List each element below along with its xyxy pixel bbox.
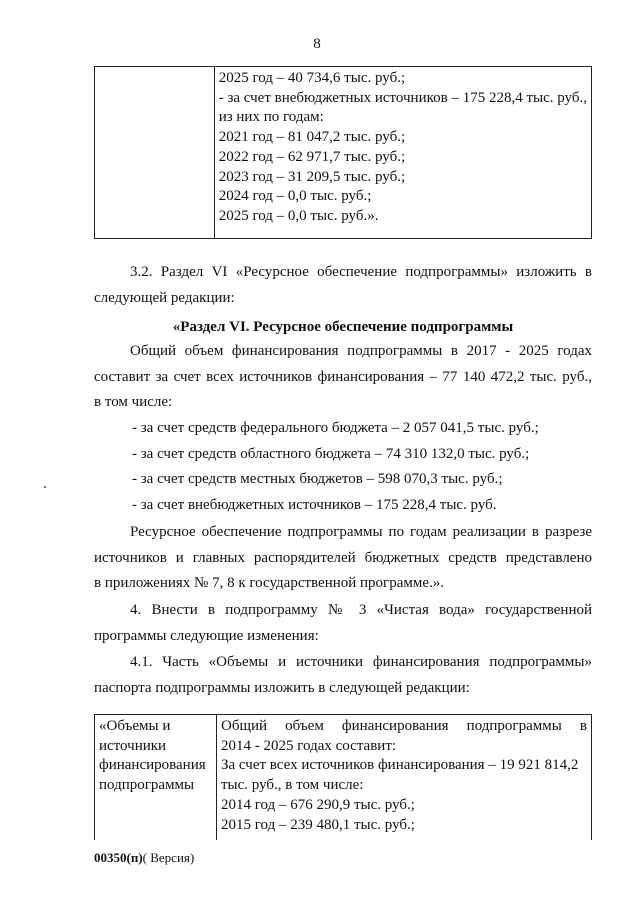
table-line: Общий объем финансирования подпрограммы в <box>221 718 587 734</box>
paragraph-4-1 <box>94 650 592 701</box>
table-line: 2025 год – 0,0 тыс. руб.». <box>218 207 379 224</box>
paragraph-line: 4.1. Часть «Объемы и источники финансирования подпрограммы» <box>130 654 592 670</box>
passport-financing-table <box>94 714 592 840</box>
document-footer <box>94 850 194 866</box>
table-line: 2021 год – 81 047,2 тыс. руб.; <box>218 129 406 146</box>
table-label-line: источники <box>99 737 167 754</box>
list-item: - за счет средств областного бюджета – 74 310 132,0 тыс. руб.; <box>132 445 530 462</box>
table-line: 2014 - 2025 годах составит: <box>221 737 397 754</box>
table-label-line: «Объемы и <box>99 718 171 734</box>
list-item: - за счет средств местных бюджетов – 598 070,3 тыс. руб.; <box>132 471 503 487</box>
table-label-line: подпрограммы <box>99 776 195 793</box>
paragraph-line: программы следующие изменения: <box>94 627 319 644</box>
table-line: 2025 год – 40 734,6 тыс. руб.; <box>218 70 406 86</box>
table-line: 2022 год – 62 971,7 тыс. руб.; <box>218 148 406 165</box>
section-heading: «Раздел VI. Ресурсное обеспечение подпрограммы <box>172 319 514 335</box>
table-value-cell <box>217 715 591 840</box>
paragraph-line: 4. Внести в подпрограмму № 3 «Чистая вода» государственной <box>130 602 592 618</box>
financing-table-continuation <box>94 66 592 239</box>
table-line: 2014 год – 676 290,9 тыс. руб.; <box>221 796 415 813</box>
document-version: ( Версия) <box>142 850 195 865</box>
table-line: - за счет внебюджетных источников – 175 228,4 тыс. руб., <box>218 89 587 106</box>
paragraph-3-2 <box>94 260 592 311</box>
paragraph-line: Общий объем финансирования подпрограммы в 2017 - 2025 годах <box>130 343 592 359</box>
table-value-cell <box>215 67 591 238</box>
paragraph-line: источников и главных распорядителей бюджетных средств представлено <box>94 549 592 566</box>
table-line: За счет всех источников финансирования – 19 921 814,2 <box>221 757 579 774</box>
paragraph-line: в приложениях № 7, 8 к государственной программе.». <box>94 575 445 591</box>
table-line: из них по годам: <box>218 109 324 126</box>
paragraph-resource-provision <box>94 520 592 597</box>
paragraph-line: паспорта подпрограммы изложить в следующей редакции: <box>94 679 470 696</box>
paragraph-line: следующей редакции: <box>94 289 235 306</box>
table-line: 2024 год – 0,0 тыс. руб.; <box>218 188 372 205</box>
page-number: 8 <box>313 36 321 52</box>
list-item: - за счет внебюджетных источников – 175 228,4 тыс. руб. <box>132 496 497 513</box>
financing-sources-list <box>94 416 592 518</box>
table-label-cell <box>95 715 217 840</box>
paragraph-line: Ресурсное обеспечение подпрограммы по годам реализации в разрезе <box>130 524 592 540</box>
paragraph-line: составит за счет всех источников финансирования – 77 140 472,2 тыс. руб., <box>94 368 592 385</box>
table-label-line: финансирования <box>99 757 206 773</box>
table-line: 2023 год – 31 209,5 тыс. руб.; <box>218 168 406 185</box>
list-item: - за счет средств федерального бюджета – 2 057 041,5 тыс. руб.; <box>132 420 539 436</box>
paragraph-line: 3.2. Раздел VI «Ресурсное обеспечение подпрограммы» изложить в <box>130 264 592 280</box>
paragraph-total-financing <box>94 339 592 416</box>
table-line: тыс. руб., в том числе: <box>221 777 364 794</box>
paragraph-line: в том числе: <box>94 394 173 410</box>
scan-mark <box>44 486 46 488</box>
paragraph-4 <box>94 598 592 649</box>
table-line: 2015 год – 239 480,1 тыс. руб.; <box>221 816 415 833</box>
document-code: 00350(п) <box>94 850 143 865</box>
table-label-cell <box>95 67 215 238</box>
